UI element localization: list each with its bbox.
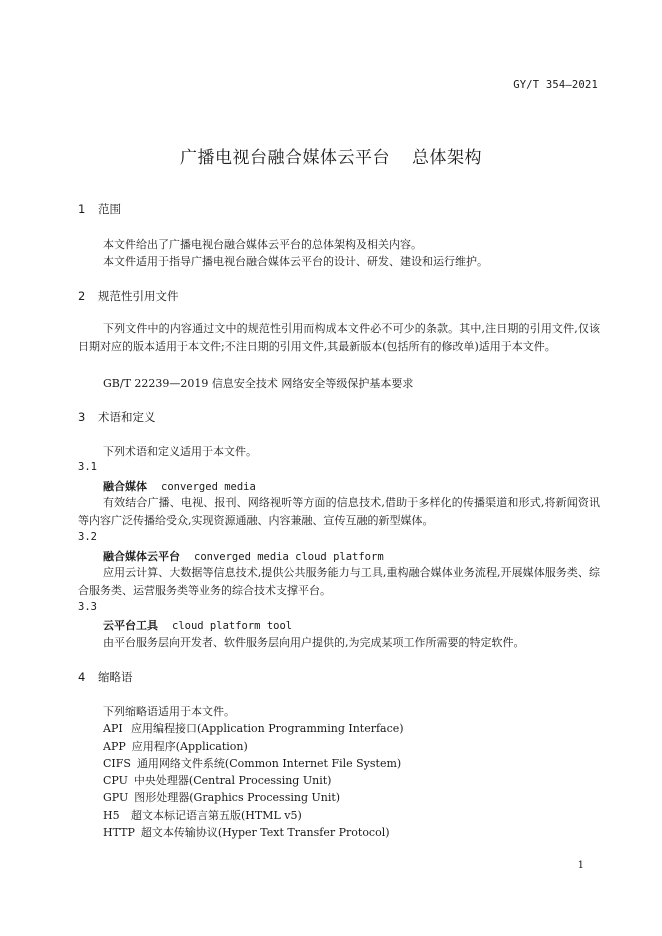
abbreviation-desc: 中央处理器(Central Processing Unit) xyxy=(133,774,332,787)
abbreviation-item xyxy=(103,755,401,771)
abbreviation-key: H5 xyxy=(103,809,120,822)
term-title xyxy=(103,548,384,564)
term-zh: 云平台工具 xyxy=(103,619,158,632)
abbreviation-desc: 图形处理器(Graphics Processing Unit) xyxy=(134,791,341,804)
term-en: converged media xyxy=(161,481,256,493)
abbreviation-desc: 超文本传输协议(Hyper Text Transfer Protocol) xyxy=(140,826,390,839)
abbreviation-key: APP xyxy=(103,740,126,753)
term-title xyxy=(103,617,292,633)
section-heading-2 xyxy=(78,288,179,304)
section-title: 术语和定义 xyxy=(98,410,156,424)
paragraph: 下列文件中的内容通过文中的规范性引用而构成本文件必不可少的条款。其中,注日期的引用文件,仅该日期对应的版本适用于本文件;不注日期的引用文件,其最新版本(包括所有的修改单)适用于本文件。 xyxy=(78,322,600,353)
section-heading-1 xyxy=(78,201,121,217)
section-title: 范围 xyxy=(98,202,121,216)
abbreviation-desc: 应用编程接口(Application Programming Interface) xyxy=(131,722,404,735)
title-main: 广播电视台融合媒体云平台 xyxy=(180,148,390,168)
abbreviation-item xyxy=(103,772,331,788)
paragraph: 本文件给出了广播电视台融合媒体云平台的总体架构及相关内容。 xyxy=(103,238,422,251)
section-number: 4 xyxy=(78,670,86,684)
normative-reference: GB/T 22239—2019 信息安全技术 网络安全等级保护基本要求 xyxy=(103,377,414,390)
abbreviation-key: API xyxy=(103,722,123,735)
section-title: 规范性引用文件 xyxy=(98,289,179,303)
term-zh: 融合媒体云平台 xyxy=(103,550,180,563)
paragraph: 下列术语和定义适用于本文件。 xyxy=(103,445,257,458)
term-title xyxy=(103,478,256,494)
abbreviation-item xyxy=(103,720,404,736)
abbreviation-key: CPU xyxy=(103,774,128,787)
abbreviation-key: CIFS xyxy=(103,757,131,770)
abbreviation-item xyxy=(103,789,340,805)
section-heading-3 xyxy=(78,409,156,425)
section-number: 2 xyxy=(78,289,86,303)
abbreviation-key: HTTP xyxy=(103,826,135,839)
paragraph: 本文件适用于指导广播电视台融合媒体云平台的设计、研发、建设和运行维护。 xyxy=(103,255,488,268)
term-definition: 应用云计算、大数据等信息技术,提供公共服务能力与工具,重构融合媒体业务流程,开展媒体服务类、综合服务类、运营服务类等业务的综合技术支撑平台。 xyxy=(78,566,600,597)
page-number: 1 xyxy=(577,860,584,871)
section-number: 3 xyxy=(78,410,86,424)
abbreviation-desc: 超文本标记语言第五版(HTML v5) xyxy=(131,809,302,822)
section-heading-4 xyxy=(78,669,133,685)
term-en: cloud platform tool xyxy=(172,620,293,632)
abbreviation-item xyxy=(103,807,302,823)
section-number: 1 xyxy=(78,202,86,216)
abbreviation-item xyxy=(103,824,390,840)
term-en: converged media cloud platform xyxy=(194,551,384,563)
abbreviation-item xyxy=(103,738,248,754)
section-title: 缩略语 xyxy=(98,670,133,684)
term-number: 3.3 xyxy=(78,601,97,613)
page-title xyxy=(0,143,662,168)
term-number: 3.1 xyxy=(78,461,97,473)
abbreviation-key: GPU xyxy=(103,791,129,804)
paragraph: 下列缩略语适用于本文件。 xyxy=(103,705,235,718)
term-definition: 由平台服务层向开发者、软件服务层向用户提供的,为完成某项工作所需要的特定软件。 xyxy=(103,636,525,649)
abbreviation-desc: 应用程序(Application) xyxy=(131,740,248,753)
term-zh: 融合媒体 xyxy=(103,480,147,493)
term-number: 3.2 xyxy=(78,531,97,543)
title-sub: 总体架构 xyxy=(412,148,482,168)
standard-code: GY/T 354—2021 xyxy=(513,79,598,91)
abbreviation-desc: 通用网络文件系统(Common Internet File System) xyxy=(136,757,402,770)
term-definition: 有效结合广播、电视、报刊、网络视听等方面的信息技术,借助于多样化的传播渠道和形式,将新闻资讯等内容广泛传播给受众,实现资源通融、内容兼融、宣传互融的新型媒体。 xyxy=(78,496,600,527)
